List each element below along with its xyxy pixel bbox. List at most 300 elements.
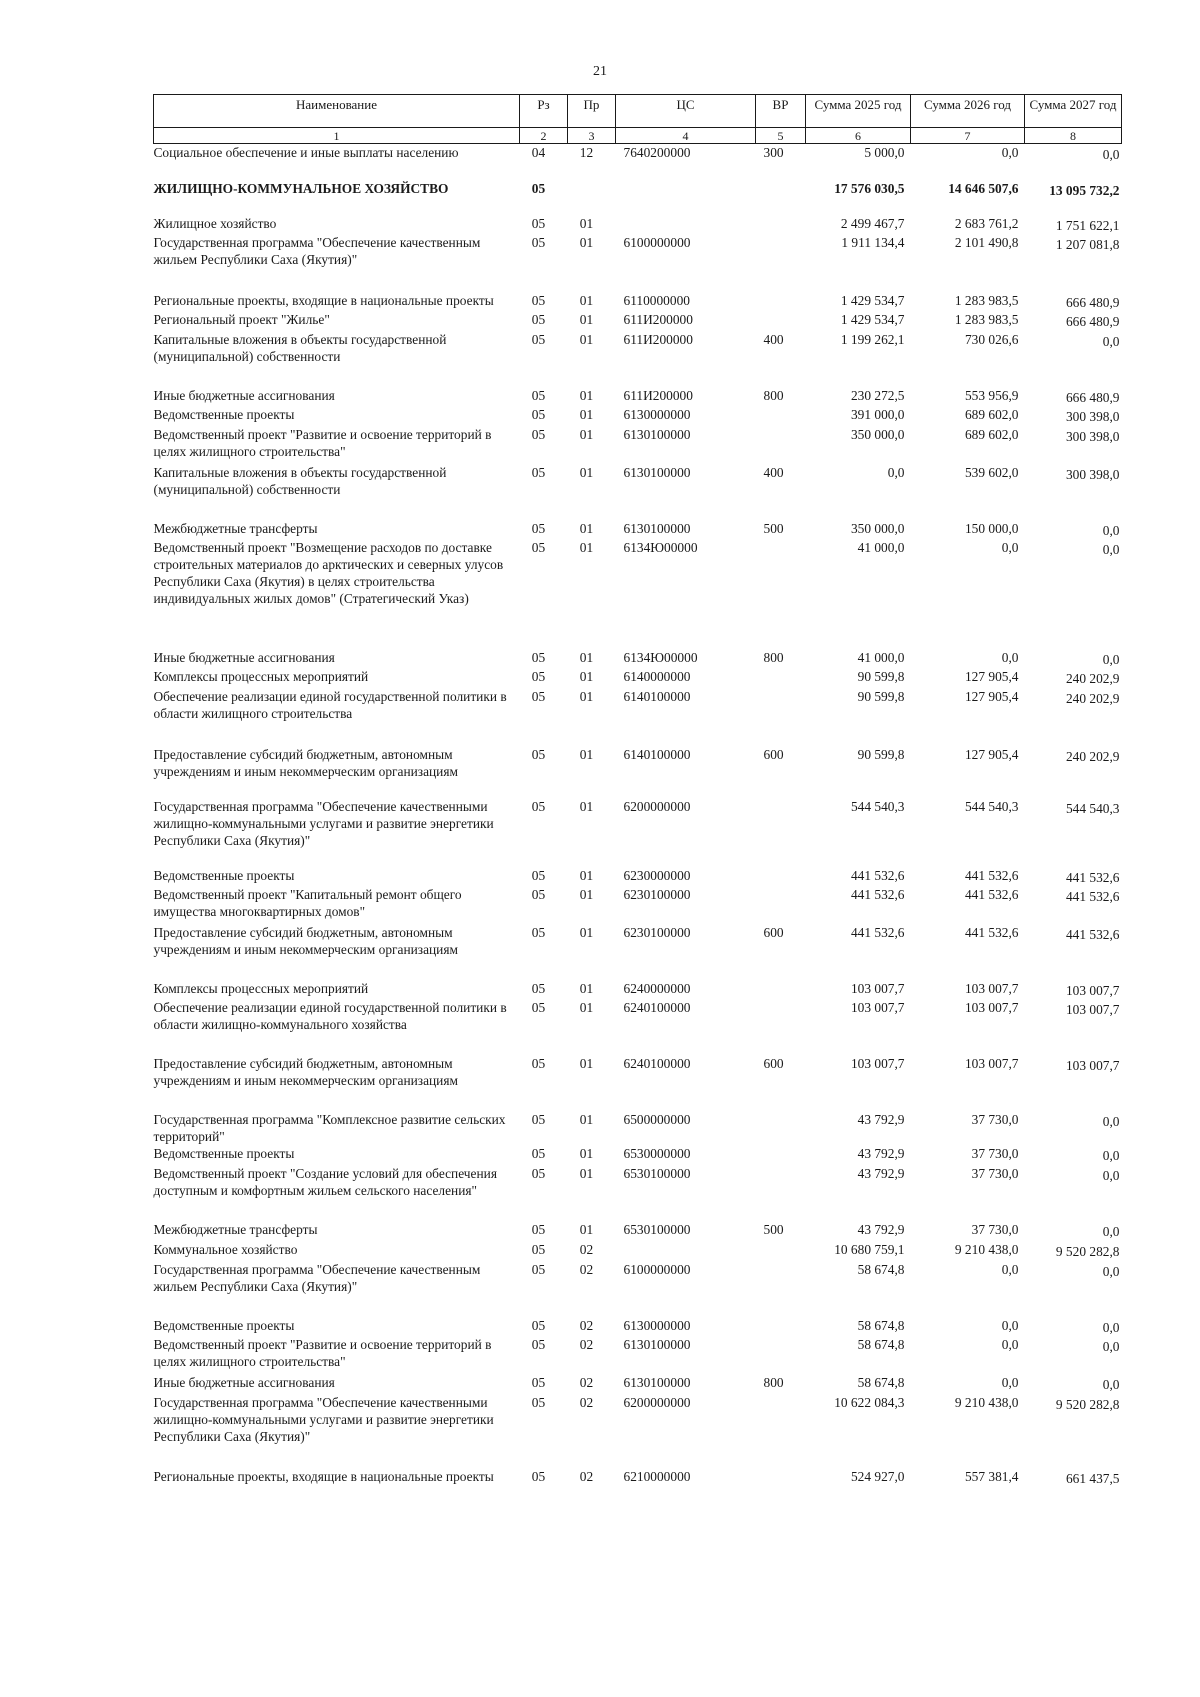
row-vr: [756, 962, 806, 999]
row-name: Региональные проекты, входящие в национальные проекты: [153, 292, 494, 308]
row-sum-2025: 103 007,7: [850, 1055, 905, 1071]
row-vr: 600: [763, 1055, 784, 1071]
table-row: [154, 886, 1122, 924]
row-sum-2027: 300 398,0: [1065, 466, 1120, 482]
row-cs: 6100000000: [623, 1261, 691, 1277]
row-sum-2027: 0,0: [1102, 333, 1120, 349]
row-vr: [756, 1241, 806, 1261]
row-sum-2025: 103 007,7: [850, 980, 905, 996]
row-rz: 05: [531, 539, 546, 555]
row-name: Коммунальное хозяйство: [153, 1241, 298, 1257]
page-number: 21: [593, 64, 607, 79]
row-sum-2027: 9 520 282,8: [1055, 1243, 1120, 1259]
row-pr: 01: [579, 798, 594, 814]
row-sum-2025: 441 532,6: [850, 867, 905, 883]
row-cs: 6230100000: [623, 924, 691, 940]
row-pr: 02: [579, 1336, 594, 1352]
row-cs: 6100000000: [623, 234, 691, 250]
row-rz: 05: [531, 649, 546, 665]
row-name: Ведомственный проект "Возмещение расходов по доставке строительных материалов до арктических и северных улусов Республики Саха (Якутия) в целях строительства индивидуальных жилых домов" (Стратегический Указ): [153, 539, 504, 606]
row-sum-2026: 0,0: [1001, 539, 1019, 555]
row-pr: 01: [579, 292, 594, 308]
row-rz: 05: [531, 1055, 546, 1071]
row-pr: 12: [579, 145, 594, 160]
row-sum-2025: 58 674,8: [857, 1374, 905, 1390]
row-name: Межбюджетные трансферты: [153, 520, 318, 536]
row-cs: 6230100000: [623, 886, 691, 902]
row-pr: 01: [579, 1221, 594, 1237]
row-name: ЖИЛИЩНО-КОММУНАЛЬНОЕ ХОЗЯЙСТВО: [153, 180, 449, 196]
row-sum-2026: 0,0: [1001, 1336, 1019, 1352]
row-sum-2026: 37 730,0: [971, 1145, 1019, 1161]
row-sum-2027: 240 202,9: [1065, 690, 1120, 706]
row-name: Ведомственный проект "Создание условий для обеспечения доступным и комфортным жильем сельского населения": [153, 1165, 497, 1198]
row-name: Обеспечение реализации единой государственной политики в области жилищного строительства: [153, 688, 507, 721]
row-name: Иные бюджетные ассигнования: [153, 387, 335, 403]
table-row: [154, 1299, 1122, 1336]
row-pr: 01: [579, 668, 594, 684]
row-name: Социальное обеспечение и иные выплаты населению: [153, 145, 459, 160]
row-name: Обеспечение реализации единой государственной политики в области жилищно-коммунального хозяйства: [153, 999, 507, 1032]
row-vr: [756, 1165, 806, 1221]
row-cs: [616, 199, 756, 234]
row-sum-2025: 58 674,8: [857, 1336, 905, 1352]
row-rz: 05: [531, 688, 546, 704]
row-cs: 6240000000: [623, 980, 691, 996]
row-sum-2027: 9 520 282,8: [1055, 1396, 1120, 1412]
row-vr: 600: [763, 746, 784, 762]
row-cs: 6130100000: [623, 520, 691, 536]
row-cs: 6140100000: [623, 746, 691, 762]
table-row: [154, 1394, 1122, 1450]
row-rz: 05: [531, 1468, 546, 1484]
row-name: Жилищное хозяйство: [153, 215, 277, 231]
row-name: Государственная программа "Обеспечение качественными жилищно-коммунальными услугами и развитие энергетики Республики Саха (Якутия)": [153, 1394, 494, 1444]
row-cs: 6130100000: [623, 464, 691, 480]
row-sum-2026: 1 283 983,5: [954, 311, 1019, 327]
row-sum-2025: 544 540,3: [850, 798, 905, 814]
table-row: [154, 274, 1122, 311]
row-sum-2027: 0,0: [1102, 1167, 1120, 1183]
row-sum-2027: 0,0: [1102, 1376, 1120, 1392]
row-sum-2025: 10 680 759,1: [834, 1241, 905, 1257]
row-sum-2025: 1 429 534,7: [840, 311, 905, 327]
row-pr: 01: [579, 387, 594, 403]
table-row: [154, 406, 1122, 426]
row-cs: 6240100000: [623, 1055, 691, 1071]
row-sum-2025: 41 000,0: [857, 649, 905, 665]
row-vr: [756, 1261, 806, 1299]
row-pr: 01: [579, 426, 594, 442]
table-row: [154, 728, 1122, 780]
row-pr: 01: [579, 649, 594, 665]
row-name: Региональный проект "Жилье": [153, 311, 330, 327]
row-sum-2027: 0,0: [1102, 1223, 1120, 1239]
table-row: [154, 144, 1122, 166]
row-sum-2025: 230 272,5: [850, 387, 905, 403]
row-rz: 05: [531, 798, 546, 814]
row-name: Иные бюджетные ассигнования: [153, 1374, 335, 1390]
row-rz: 05: [531, 292, 546, 308]
row-sum-2025: 90 599,8: [857, 746, 905, 762]
row-cs: 6140000000: [623, 668, 691, 684]
row-sum-2026: 150 000,0: [964, 520, 1019, 536]
row-sum-2026: 2 101 490,8: [954, 234, 1019, 250]
row-rz: 05: [531, 1394, 546, 1410]
row-pr: 01: [579, 464, 594, 480]
row-name: Предоставление субсидий бюджетным, автономным учреждениям и иным некоммерческим организациям: [153, 746, 458, 779]
row-vr: 400: [763, 464, 784, 480]
table-row: [154, 1221, 1122, 1241]
column-number: 6: [806, 128, 911, 144]
row-cs: 6130000000: [623, 1317, 691, 1333]
row-sum-2026: 544 540,3: [964, 798, 1019, 814]
row-sum-2026: 557 381,4: [964, 1468, 1019, 1484]
row-pr: 01: [579, 520, 594, 536]
table-header-row: [154, 95, 1122, 128]
row-cs: 611И200000: [623, 311, 693, 327]
row-cs: [616, 1241, 756, 1261]
row-sum-2026: 689 602,0: [964, 426, 1019, 442]
row-vr: [756, 274, 806, 311]
header-sum-2027: Сумма 2027 год: [1025, 95, 1122, 128]
table-row: [154, 924, 1122, 962]
row-sum-2026: 441 532,6: [964, 886, 1019, 902]
row-rz: 05: [531, 867, 546, 883]
row-sum-2025: 1 911 134,4: [841, 234, 905, 250]
row-sum-2027: 1 207 081,8: [1055, 236, 1120, 252]
row-pr: 02: [579, 1261, 594, 1277]
row-cs: 7640200000: [623, 145, 691, 160]
table-row: [154, 780, 1122, 849]
row-sum-2026: 1 283 983,5: [954, 292, 1019, 308]
row-sum-2025: 441 532,6: [850, 924, 905, 940]
row-sum-2027: 103 007,7: [1065, 1001, 1120, 1017]
row-rz: 05: [531, 520, 546, 536]
table-row: [154, 1165, 1122, 1221]
table-row: [154, 1374, 1122, 1394]
row-sum-2026: 0,0: [1001, 1317, 1019, 1333]
row-sum-2027: 0,0: [1102, 1113, 1120, 1129]
table-row: [154, 631, 1122, 668]
row-vr: [756, 886, 806, 924]
row-name: Комплексы процессных мероприятий: [153, 980, 369, 996]
row-sum-2025: 90 599,8: [857, 688, 905, 704]
row-cs: 6200000000: [623, 798, 691, 814]
row-sum-2026: 14 646 507,6: [948, 180, 1019, 196]
row-name: Государственная программа "Обеспечение качественным жильем Республики Саха (Якутия)": [153, 234, 481, 267]
row-sum-2027: 544 540,3: [1065, 800, 1120, 816]
row-rz: 05: [531, 464, 546, 480]
row-vr: [756, 1299, 806, 1336]
row-sum-2025: 43 792,9: [857, 1165, 905, 1181]
row-pr: 01: [579, 886, 594, 902]
row-rz: 05: [531, 1374, 546, 1390]
row-sum-2025: 441 532,6: [850, 886, 905, 902]
row-cs: 6130000000: [623, 406, 691, 422]
row-name: Ведомственный проект "Развитие и освоение территорий в целях жилищного строительства": [153, 1336, 492, 1369]
row-sum-2026: 441 532,6: [964, 867, 1019, 883]
column-number: 8: [1025, 128, 1122, 144]
row-sum-2025: 350 000,0: [850, 520, 905, 536]
row-cs: 611И200000: [623, 331, 693, 347]
table-body: [154, 144, 1122, 1488]
row-sum-2027: 0,0: [1102, 147, 1120, 162]
row-vr: 600: [763, 924, 784, 940]
header-sum-2025: Сумма 2025 год: [806, 95, 911, 128]
table-row: [154, 166, 1122, 199]
row-pr: 01: [579, 215, 594, 231]
table-row: [154, 369, 1122, 406]
row-cs: 6530100000: [623, 1165, 691, 1181]
row-sum-2027: 0,0: [1102, 1263, 1120, 1279]
row-sum-2027: 0,0: [1102, 1147, 1120, 1163]
row-sum-2026: 37 730,0: [971, 1221, 1019, 1237]
row-vr: 800: [763, 649, 784, 665]
row-rz: 05: [531, 1336, 546, 1352]
row-sum-2025: 17 576 030,5: [834, 180, 905, 196]
column-number-row: [154, 128, 1122, 144]
row-vr: [756, 688, 806, 728]
row-sum-2025: 1 429 534,7: [840, 292, 905, 308]
row-pr: 01: [579, 867, 594, 883]
row-rz: 05: [531, 406, 546, 422]
row-pr: 01: [579, 746, 594, 762]
row-name: Ведомственный проект "Капитальный ремонт общего имущества многоквартирных домов": [153, 886, 462, 919]
row-sum-2026: 0,0: [1001, 1374, 1019, 1390]
header-pr: Пр: [568, 95, 616, 128]
column-number: 7: [911, 128, 1025, 144]
row-sum-2026: 0,0: [1001, 1261, 1019, 1277]
row-name: Капитальные вложения в объекты государственной (муниципальной) собственности: [153, 464, 447, 497]
row-cs: 6140100000: [623, 688, 691, 704]
row-pr: 01: [579, 688, 594, 704]
row-sum-2026: 103 007,7: [964, 1055, 1019, 1071]
row-pr: 01: [579, 539, 594, 555]
row-sum-2025: 10 622 084,3: [834, 1394, 905, 1410]
row-name: Ведомственные проекты: [153, 1145, 295, 1161]
row-pr: 01: [579, 1111, 594, 1127]
table-row: [154, 234, 1122, 274]
row-sum-2026: 37 730,0: [971, 1111, 1019, 1127]
row-sum-2027: 0,0: [1102, 1319, 1120, 1335]
row-sum-2027: 441 532,6: [1065, 888, 1120, 904]
table-row: [154, 1241, 1122, 1261]
row-vr: [756, 199, 806, 234]
row-sum-2025: 1 199 262,1: [840, 331, 905, 347]
row-rz: 05: [531, 331, 546, 347]
table-row: [154, 668, 1122, 688]
row-rz: 05: [531, 180, 546, 196]
row-rz: 05: [531, 924, 546, 940]
row-pr: 01: [579, 234, 594, 250]
row-name: Межбюджетные трансферты: [153, 1221, 318, 1237]
row-sum-2026: 103 007,7: [964, 980, 1019, 996]
row-pr: 01: [579, 999, 594, 1015]
row-sum-2026: 730 026,6: [964, 331, 1019, 347]
row-sum-2026: 127 905,4: [964, 688, 1019, 704]
row-pr: 02: [579, 1468, 594, 1484]
row-sum-2026: 9 210 438,0: [954, 1241, 1019, 1257]
row-sum-2027: 0,0: [1102, 651, 1120, 667]
row-sum-2027: 300 398,0: [1065, 408, 1120, 424]
row-sum-2025: 58 674,8: [857, 1317, 905, 1333]
row-sum-2026: 2 683 761,2: [954, 215, 1019, 231]
table-row: [154, 199, 1122, 234]
row-sum-2025: 5 000,0: [864, 145, 905, 160]
row-sum-2027: 0,0: [1102, 522, 1120, 538]
row-pr: 01: [579, 331, 594, 347]
table-row: [154, 464, 1122, 502]
header-cs: ЦС: [616, 95, 756, 128]
table-row: [154, 426, 1122, 464]
row-name: Иные бюджетные ассигнования: [153, 649, 335, 665]
row-cs: 6210000000: [623, 1468, 691, 1484]
table-row: [154, 331, 1122, 369]
row-vr: 500: [763, 520, 784, 536]
row-vr: [756, 1093, 806, 1145]
row-pr: 01: [579, 1165, 594, 1181]
row-sum-2025: 41 000,0: [857, 539, 905, 555]
row-pr: 02: [579, 1317, 594, 1333]
row-rz: 05: [531, 234, 546, 250]
row-sum-2027: 441 532,6: [1065, 926, 1120, 942]
row-sum-2027: 13 095 732,2: [1049, 182, 1120, 198]
row-rz: 05: [531, 1317, 546, 1333]
row-sum-2027: 666 480,9: [1065, 294, 1120, 310]
row-cs: 6240100000: [623, 999, 691, 1015]
row-cs: 6530100000: [623, 1221, 691, 1237]
table-row: [154, 502, 1122, 539]
table-row: [154, 1336, 1122, 1374]
row-vr: [756, 234, 806, 274]
row-pr: 02: [579, 1394, 594, 1410]
row-sum-2025: 43 792,9: [857, 1221, 905, 1237]
table-row: [154, 1450, 1122, 1488]
row-sum-2027: 300 398,0: [1065, 428, 1120, 444]
row-rz: 05: [531, 1145, 546, 1161]
row-vr: [756, 668, 806, 688]
table-row: [154, 688, 1122, 728]
row-cs: 6130100000: [623, 1374, 691, 1390]
table-row: [154, 1055, 1122, 1093]
row-pr: 02: [579, 1374, 594, 1390]
row-sum-2025: 58 674,8: [857, 1261, 905, 1277]
row-name: Государственная программа "Обеспечение качественным жильем Республики Саха (Якутия)": [153, 1261, 481, 1294]
header-sum-2026: Сумма 2026 год: [911, 95, 1025, 128]
row-cs: 6200000000: [623, 1394, 691, 1410]
row-sum-2026: 441 532,6: [964, 924, 1019, 940]
row-cs: 6134Ю00000: [623, 649, 698, 665]
row-sum-2025: 103 007,7: [850, 999, 905, 1015]
header-vr: ВР: [756, 95, 806, 128]
row-sum-2025: 90 599,8: [857, 668, 905, 684]
row-sum-2027: 0,0: [1102, 541, 1120, 557]
row-vr: 400: [763, 331, 784, 347]
row-vr: [756, 166, 806, 199]
row-sum-2026: 103 007,7: [964, 999, 1019, 1015]
row-vr: [756, 849, 806, 886]
row-sum-2025: 350 000,0: [850, 426, 905, 442]
table-row: [154, 1093, 1122, 1145]
table-row: [154, 962, 1122, 999]
row-name: Комплексы процессных мероприятий: [153, 668, 369, 684]
row-vr: [756, 780, 806, 849]
row-sum-2026: 553 956,9: [964, 387, 1019, 403]
row-vr: [756, 1394, 806, 1450]
row-cs: [616, 166, 756, 199]
row-sum-2026: 0,0: [1001, 145, 1019, 160]
table-row: [154, 539, 1122, 631]
row-vr: [756, 1145, 806, 1165]
column-number: 3: [568, 128, 616, 144]
row-pr: 01: [579, 1055, 594, 1071]
row-rz: 05: [531, 1221, 546, 1237]
row-rz: 05: [531, 1165, 546, 1181]
row-cs: 6110000000: [623, 292, 690, 308]
row-pr: 01: [579, 1145, 594, 1161]
header-name: Наименование: [154, 95, 520, 128]
row-sum-2026: 9 210 438,0: [954, 1394, 1019, 1410]
row-sum-2026: 127 905,4: [964, 746, 1019, 762]
row-pr: [568, 166, 616, 199]
row-rz: 05: [531, 999, 546, 1015]
row-name: Государственная программа "Комплексное развитие сельских территорий": [153, 1111, 506, 1144]
row-sum-2027: 0,0: [1102, 1338, 1120, 1354]
row-sum-2027: 103 007,7: [1065, 1057, 1120, 1073]
row-sum-2025: 2 499 467,7: [840, 215, 905, 231]
row-sum-2027: 666 480,9: [1065, 389, 1120, 405]
row-sum-2026: 539 602,0: [964, 464, 1019, 480]
row-sum-2025: 43 792,9: [857, 1145, 905, 1161]
row-cs: 6130100000: [623, 1336, 691, 1352]
row-rz: 05: [531, 886, 546, 902]
row-sum-2026: 689 602,0: [964, 406, 1019, 422]
table-row: [154, 999, 1122, 1055]
row-vr: 800: [763, 1374, 784, 1390]
column-number: 1: [154, 128, 520, 144]
row-cs: 611И200000: [623, 387, 693, 403]
row-vr: [756, 426, 806, 464]
row-sum-2027: 441 532,6: [1065, 869, 1120, 885]
budget-table: [153, 94, 1122, 1488]
row-rz: 05: [531, 1261, 546, 1277]
row-rz: 05: [531, 1241, 546, 1257]
column-number: 5: [756, 128, 806, 144]
row-sum-2027: 1 751 622,1: [1055, 217, 1120, 233]
row-name: Государственная программа "Обеспечение качественными жилищно-коммунальными услугами и развитие энергетики Республики Саха (Якутия)": [153, 798, 494, 848]
row-sum-2027: 240 202,9: [1065, 670, 1120, 686]
row-vr: 500: [763, 1221, 784, 1237]
row-rz: 05: [531, 311, 546, 327]
row-sum-2027: 103 007,7: [1065, 982, 1120, 998]
row-sum-2025: 43 792,9: [857, 1111, 905, 1127]
row-rz: 05: [531, 746, 546, 762]
table-row: [154, 1261, 1122, 1299]
row-vr: [756, 1336, 806, 1374]
table-row: [154, 849, 1122, 886]
row-rz: 05: [531, 426, 546, 442]
row-rz: 05: [531, 387, 546, 403]
header-rz: Рз: [520, 95, 568, 128]
row-vr: [756, 406, 806, 426]
row-pr: 01: [579, 924, 594, 940]
row-rz: 05: [531, 668, 546, 684]
row-name: Капитальные вложения в объекты государственной (муниципальной) собственности: [153, 331, 447, 364]
table-row: [154, 1145, 1122, 1165]
row-vr: [756, 539, 806, 631]
row-sum-2026: 127 905,4: [964, 668, 1019, 684]
